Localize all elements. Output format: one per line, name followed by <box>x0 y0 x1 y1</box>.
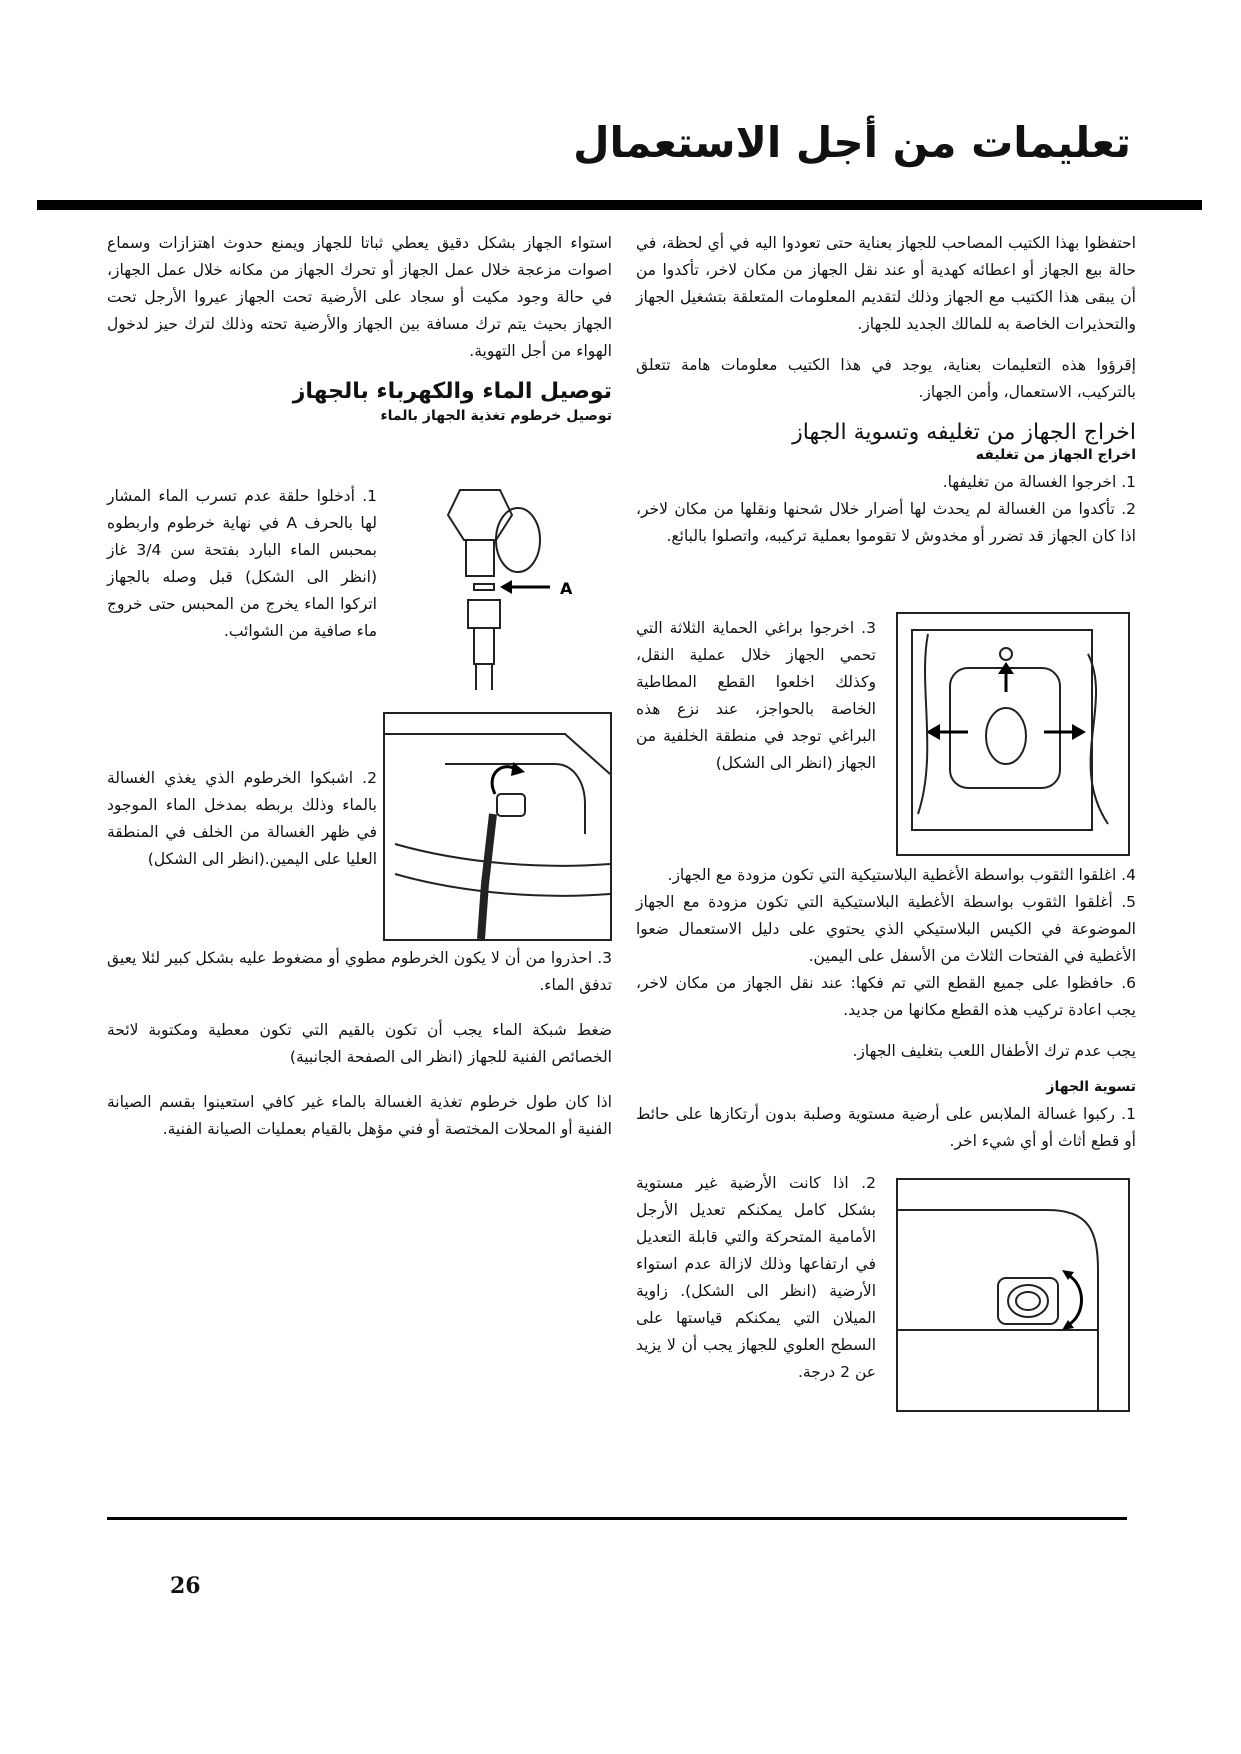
hose-connection-figure <box>383 712 612 941</box>
footer-divider <box>107 1517 1127 1520</box>
unpack-step-6: 6. حافظوا على جميع القطع التي تم فكها: عند نقل الجهاز من مكان لاخر، يجب اعادة تركيب هذه القطع مكانها من جديد. <box>636 974 1136 1019</box>
children-warning: يجب عدم ترك الأطفال اللعب بتغليف الجهاز. <box>852 1042 1136 1060</box>
left-column <box>107 230 612 430</box>
unpack-step-2: 2. تأكدوا من الغسالة لم يحدث لها أضرار خلال شحنها ونقلها من مكان لاخر، اذا كان الجهاز قد تضرر أو مخدوش لا تقوموا بعملية تركيبه، واتصلوا بالبائع. <box>636 500 1136 545</box>
unpack-step-5: 5. أغلقوا الثقوب بواسطة الأغطية البلاستيكية التي تكون مزودة مع الجهاز الموضوعة في الكيس البلاستيكي الذي يحتوي على دليل الاستعمال ضعوا الأغطية في الفتحات الثلاث من الأسفل على اليمين. <box>636 893 1136 965</box>
pressure-note: ضغط شبكة الماء يجب أن تكون بالقيم التي تكون معطية ومكتوبة لائحة الخصائص الفنية للجهاز (انظر الى الصفحة الجانبية) <box>107 1021 612 1066</box>
connect-step-2-box <box>107 765 377 887</box>
level-subheading: تسوية الجهاز <box>1046 1079 1136 1095</box>
intro-paragraph: احتفظوا بهذا الكتيب المصاحب للجهاز بعناية حتى تعودوا اليه في أي لحظة، في حالة بيع الجهاز أو اعطائه كهدية أو عند نقل الجهاز من مكان لاخر، تأكدوا من أن يبقى هذا الكتيب مع الجهاز وذلك لتقديم المعلومات المتعلقة بتشغيل الجهاز والتحذيرات الخاصة به للمالك الجديد للجهاز. <box>636 234 1136 333</box>
connect-step-3: 3. احذروا من أن لا يكون الخرطوم مطوي أو مضغوط عليه بشكل كبير لئلا يعيق تدفق الماء. <box>107 949 612 994</box>
hose-length-note: اذا كان طول خرطوم تغذية الغسالة بالماء غير كافي استعينوا بقسم الصيانة الفنية أو المحلات المختصة أو فني مؤهل بالقيام بعمليات الصيانة الفنية. <box>107 1093 612 1138</box>
level-step-1: 1. ركبوا غسالة الملابس على أرضية مستوية وصلبة بدون أرتكازها على حائط أو قطع أثاث أو أي شيء اخر. <box>636 1105 1136 1150</box>
leveling-intro: استواء الجهاز بشكل دقيق يعطي ثباتا للجهاز ويمنع حدوث اهتزازات وسماع اصوات مزعجة خلال عمل الجهاز أو تحرك الجهاز من مكانه خلال عمل الجهاز، في حالة وجود مكيت أو سجاد على الأرضية تحت الجهاز عيروا الأرجل تحت الجهاز بحيث يتم ترك مسافة بين الجهاز والأرضية تحته وذلك لترك حيز لدخول الهواء من أجل التهوية. <box>107 234 612 360</box>
washer-back-figure <box>896 612 1130 856</box>
tap-figure <box>400 480 600 690</box>
connect-step-1-box <box>107 483 377 659</box>
unpack-step-3-box <box>636 615 876 791</box>
level-step-2: 2. اذا كانت الأرضية غير مستوية بشكل كامل يمكنكم تعديل الأرجل الأمامية المتحركة والتي قابلة التعديل في ارتفاعها وذلك لازالة عدم استواء الأرضية (انظر الى الشكل). زاوية الميلان التي يمكنكم قياستها على السطح العلوي للجهاز يجب أن لا يزيد عن 2 درجة. <box>636 1174 876 1381</box>
unpack-step-4: 4. اغلقوا الثقوب بواسطة الأغطية البلاستيكية التي تكون مزودة مع الجهاز. <box>667 866 1136 884</box>
unpack-step-1: 1. اخرجوا الغسالة من تغليفها. <box>942 473 1136 491</box>
label-a: A <box>560 579 573 598</box>
unpack-heading: اخراج الجهاز من تغليفه وتسوية الجهاز <box>792 420 1136 445</box>
page-title: تعليمات من أجل الاستعمال <box>573 118 1131 167</box>
left-lower-block <box>107 945 612 1157</box>
right-column <box>636 230 1136 564</box>
page-number: 26 <box>170 1573 201 1599</box>
unpack-subheading: اخراج الجهاز من تغليفه <box>975 447 1136 463</box>
connect-step-1: 1. أدخلوا حلقة عدم تسرب الماء المشار لها بالحرف A في نهاية خرطوم واربطوه بمحبس الماء البارد بفتحة سن 3/4 غاز (انظر الى الشكل) قبل وصله بالجهاز اتركوا الماء يخرج من المحبس حتى خروج ماء صافية من الشوائب. <box>107 487 377 640</box>
header-divider <box>37 200 1202 210</box>
unpack-step-3: 3. اخرجوا براغي الحماية الثلاثة التي تحمي الجهاز خلال عملية النقل، وكذلك اخلعوا القطع المطاطية الخاصة بالحواجز، عند نزع هذه البراغي توجد في منطقة الخلفية من الجهاز (انظر الى الشكل) <box>636 619 876 772</box>
connect-heading: توصيل الماء والكهرباء بالجهاز <box>292 379 612 404</box>
level-step-2-box <box>636 1170 876 1400</box>
connect-step-2: 2. اشبكوا الخرطوم الذي يغذي الغسالة بالماء وذلك بربطه بمدخل الماء الموجود في ظهر الغسالة من الخلف في المنطقة العليا على اليمين.(انظر الى الشكل) <box>107 769 377 868</box>
read-carefully-paragraph: إقرؤوا هذه التعليمات بعناية، يوجد في هذا الكتيب معلومات هامة تتعلق بالتركيب، الاستعمال، وأمن الجهاز. <box>636 356 1136 401</box>
unpack-steps-4-6 <box>636 862 1136 1155</box>
adjustable-foot-figure <box>896 1178 1130 1412</box>
connect-subheading: توصيل خرطوم تغذية الجهاز بالماء <box>380 408 612 424</box>
